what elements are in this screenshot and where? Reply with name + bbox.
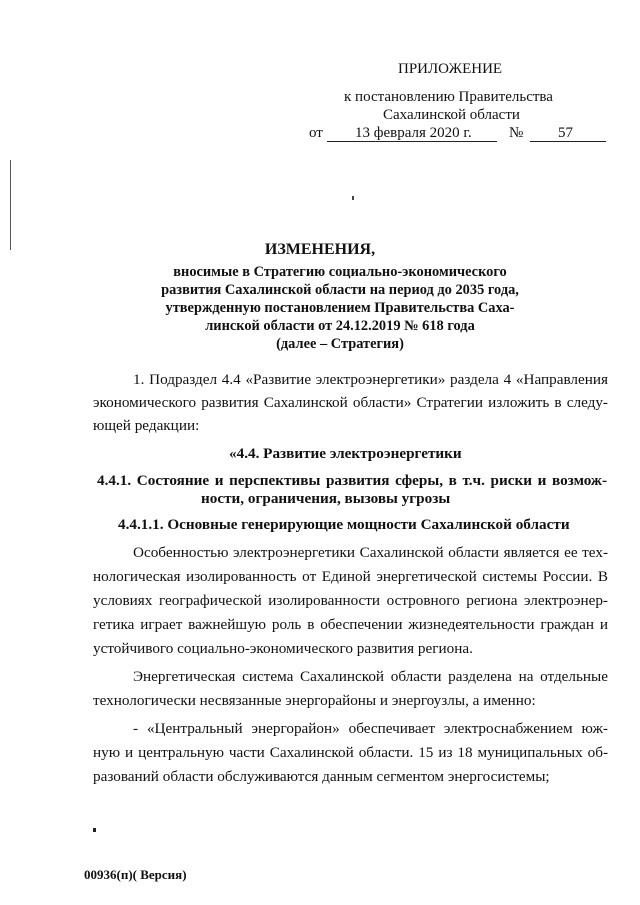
paragraph-line: гетика играет важнейшую роль в обеспечении жизнедеятельности граждан и: [93, 616, 608, 633]
scan-speck: [352, 196, 354, 200]
document-code: 00936(п)( Версия): [84, 867, 187, 882]
appendix-label: ПРИЛОЖЕНИЕ: [398, 61, 503, 77]
from-label: от: [309, 125, 323, 141]
subtitle-line: (далее – Стратегия): [276, 336, 404, 352]
paragraph-line: устойчивого социально-экономического развития региона.: [93, 640, 473, 657]
paragraph-line: нологическая изолированность от Единой энергетической системы России. В: [93, 568, 608, 585]
resolution-number: 57: [558, 125, 573, 141]
paragraph-line: Энергетическая система Сахалинской области разделена на отдельные: [133, 668, 608, 685]
paragraph-line: условиях географической изолированности островного региона электроэнер-: [93, 592, 608, 609]
scan-dot: [93, 828, 96, 832]
subsection-heading: 4.4.1. Состояние и перспективы развития сферы, в т.ч. риски и возмож-: [97, 472, 607, 489]
subsection-heading: ности, ограничения, вызовы угрозы: [201, 490, 451, 507]
paragraph-line: ющей редакции:: [93, 417, 200, 434]
paragraph-line: 1. Подраздел 4.4 «Развитие электроэнергетики» раздела 4 «Направления: [133, 371, 608, 388]
subtitle-line: вносимые в Стратегию социально-экономического: [173, 264, 507, 280]
subtitle-line: утвержденную постановлением Правительства Саха-: [165, 300, 515, 316]
subtitle-line: развития Сахалинской области на период до 2035 года,: [161, 282, 519, 298]
resolution-date: 13 февраля 2020 г.: [355, 125, 472, 141]
resolution-line: к постановлению Правительства: [344, 89, 553, 105]
section-heading: «4.4. Развитие электроэнергетики: [229, 445, 462, 462]
subsubsection-heading: 4.4.1.1. Основные генерирующие мощности Сахалинской области: [118, 516, 570, 533]
paragraph-line: экономического развития Сахалинской области» Стратегии изложить в следу-: [93, 394, 608, 411]
scan-margin-line: [10, 160, 11, 250]
paragraph-line: Особенностью электроэнергетики Сахалинской области является ее тех-: [133, 544, 608, 561]
region-line: Сахалинской области: [383, 107, 520, 123]
document-title: ИЗМЕНЕНИЯ,: [264, 241, 376, 258]
paragraph-line: разований области обслуживаются данным сегментом энергосистемы;: [93, 768, 550, 785]
paragraph-line: - «Центральный энергорайон» обеспечивает электроснабжением юж-: [133, 720, 608, 737]
subtitle-line: линской области от 24.12.2019 № 618 года: [205, 318, 475, 334]
number-label: №: [509, 125, 524, 141]
paragraph-line: технологически несвязанные энергорайоны и энергоузлы, а именно:: [93, 692, 536, 709]
paragraph-line: ную и центральную части Сахалинской области. 15 из 18 муниципальных об-: [93, 744, 608, 761]
